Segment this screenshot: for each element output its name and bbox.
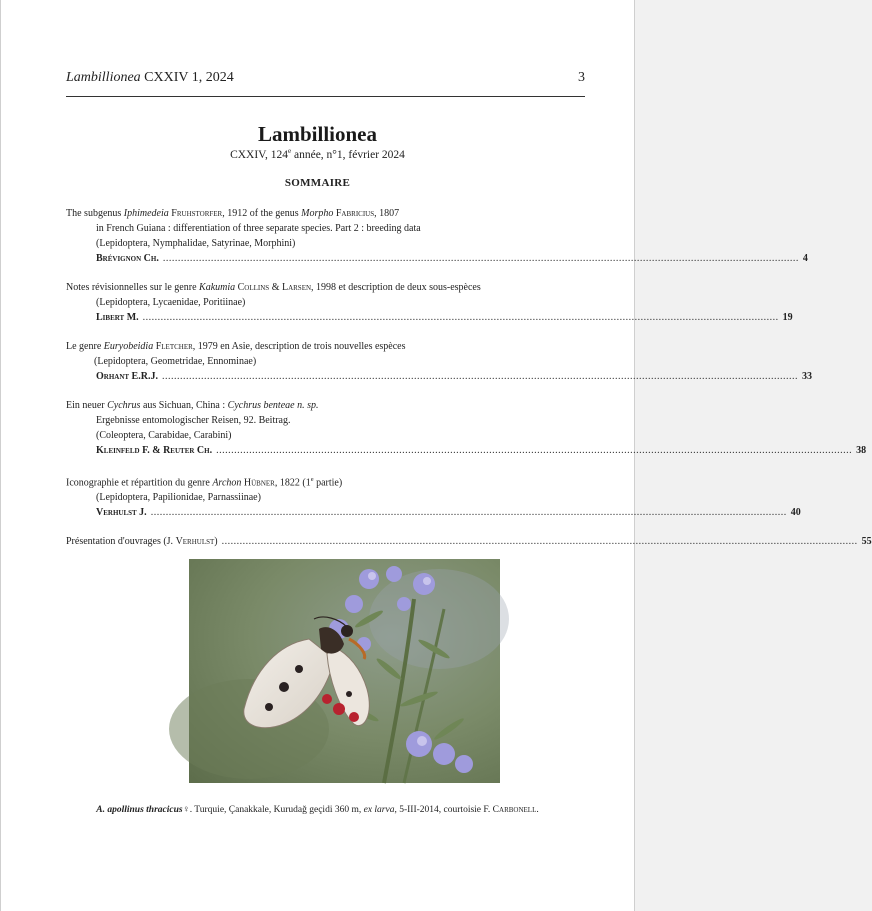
toc-entry-author-line [66,310,793,325]
toc-entry-title: Ein neuer Cychrus aus Sichuan, China : Cychrus benteae n. sp. [66,400,319,411]
toc-entry-taxonomy: (Lepidoptera, Lycaenidae, Poritiinae) [96,297,246,308]
running-header [66,70,585,92]
toc-entry-author: Verhulst J. [96,507,147,519]
butterfly-photo [189,559,500,783]
toc-entry-author-line [66,505,801,520]
page-number: 3 [578,70,585,85]
toc-entry-author-line [66,534,872,549]
leader-dots: .................................................................................................................................................................................................................... [161,371,798,382]
toc-entry-page: 40 [790,507,801,519]
toc-entry-taxonomy: (Lepidoptera, Papilionidae, Parnassiinae) [96,492,261,504]
toc-entry-subtitle: Ergebnisse entomologischer Reisen, 92. Beitrag. [96,415,291,426]
toc-entry-title: Le genre Euryobeidia Fletcher, 1979 en Asie, description de trois nouvelles espèces [66,341,406,352]
toc-entry-page: 4 [802,253,808,264]
toc-entry[interactable] [66,398,867,458]
toc-entry-taxonomy: (Lepidoptera, Geometridae, Ennominae) [94,356,257,367]
toc-entry-page: 19 [782,312,793,323]
toc-entry-author-line [66,443,867,458]
page-title: Lambillionea [257,122,378,146]
header-rule [66,96,585,97]
toc-entry-page: 33 [801,371,812,382]
toc-entry-author: Kleinfeld F. & Reuter Ch. [96,445,213,456]
leader-dots: .................................................................................................................................................................................................................... [162,253,799,264]
toc-entry-author: Orhant E.R.J. [96,371,158,382]
toc-entry[interactable] [66,206,808,266]
toc-entry-page: 38 [856,445,867,456]
toc-entry-author-line [66,251,808,266]
toc-entry-taxonomy: (Coleoptera, Carabidae, Carabini) [96,430,232,441]
toc-entry-title: Iconographie et répartition du genre Archon Hübner, 1822 (1e partie) [66,476,343,489]
toc-entry-title: Notes révisionnelles sur le genre Kakumia Collins & Larsen, 1998 et description de deux sous-espèces [66,282,481,293]
table-of-contents [66,206,872,563]
toc-entry-title: Présentation d'ouvrages (J. Verhulst) [66,536,218,548]
toc-entry-taxonomy: (Lepidoptera, Nymphalidae, Satyrinae, Morphini) [96,238,296,249]
butterfly-photo-icon [189,559,500,783]
toc-entry-author: Brévignon Ch. [96,253,159,264]
figure-caption: A. apollinus thracicus♀. Turquie, Çanakkale, Kurudağ geçidi 360 m, ex larva, 5-III-2014, courtoisie F. Carbonell. [96,805,539,815]
leader-dots: .................................................................................................................................................................................................................... [142,312,779,323]
toc-entry[interactable] [66,339,812,384]
toc-entry[interactable] [66,280,793,325]
issue-subtitle: CXXIV, 124e année, n°1, février 2024 [230,147,405,161]
toc-entry[interactable] [66,534,872,549]
section-heading: SOMMAIRE [284,177,351,189]
running-header-journal: Lambillionea CXXIV 1, 2024 [66,70,234,85]
toc-entry-page: 55 [861,536,872,548]
toc-entry-author-line [66,369,812,384]
leader-dots: .................................................................................................................................................................................................................... [216,445,853,456]
toc-entry[interactable] [66,472,801,520]
toc-entry-title: The subgenus Iphimedeia Fruhstorfer, 1912 of the genus Morpho Fabricius, 1807 [66,208,400,219]
toc-entry-subtitle: in French Guiana : differentiation of three separate species. Part 2 : breeding data [96,223,421,234]
leader-dots: .................................................................................................................................................................................................................... [221,536,858,548]
leader-dots: .................................................................................................................................................................................................................... [150,507,787,519]
toc-entry-author: Libert M. [96,312,139,323]
